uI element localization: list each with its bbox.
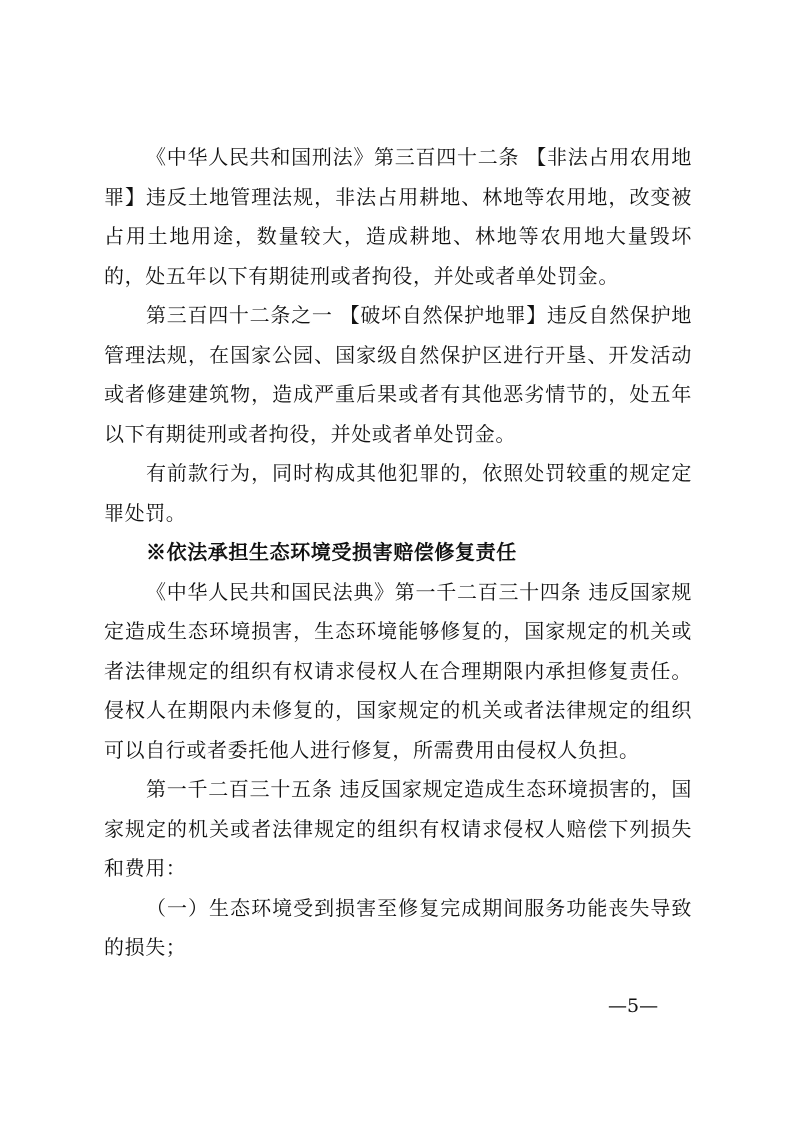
paragraph-civil-code-1234: 《中华人民共和国民法典》第一千二百三十四条 违反国家规定造成生态环境损害，生态环境能够修复的，国家规定的机关或者法律规定的组织有权请求侵权人在合理期限内承担修复责任。侵权人在期限内未修复的，国家规定的机关或者法律规定的组织可以自行或者委托他人进行修复，所需费用由侵权人负担。 (104, 579, 692, 762)
section-heading: ※依法承担生态环境受损害赔偿修复责任 (146, 540, 517, 564)
paragraph-concurrent-crime: 有前款行为，同时构成其他犯罪的，依照处罚较重的规定定罪处罚。 (104, 461, 692, 525)
paragraph-item-one: （一）生态环境受到损害至修复完成期间服务功能丧失导致的损失； (104, 895, 692, 959)
paragraph-criminal-law-342: 《中华人民共和国刑法》第三百四十二条 【非法占用农用地罪】违反土地管理法规，非法占用耕地、林地等农用地，改变被占用土地用途，数量较大，造成耕地、林地等农用地大量毁坏的，处五年以下有期徒刑或者拘役，并处或者单处罚金。 (104, 145, 692, 288)
paragraph-civil-code-1235: 第一千二百三十五条 违反国家规定造成生态环境损害的，国家规定的机关或者法律规定的组织有权请求侵权人赔偿下列损失和费用： (104, 777, 692, 880)
paragraph-criminal-law-342-1: 第三百四十二条之一 【破坏自然保护地罪】违反自然保护地管理法规，在国家公园、国家级自然保护区进行开垦、开发活动或者修建建筑物，造成严重后果或者有其他恶劣情节的，处五年以下有期徒刑或者拘役，并处或者单处罚金。 (104, 303, 692, 446)
document-body (104, 138, 692, 968)
page-number: —5— (608, 995, 659, 1017)
